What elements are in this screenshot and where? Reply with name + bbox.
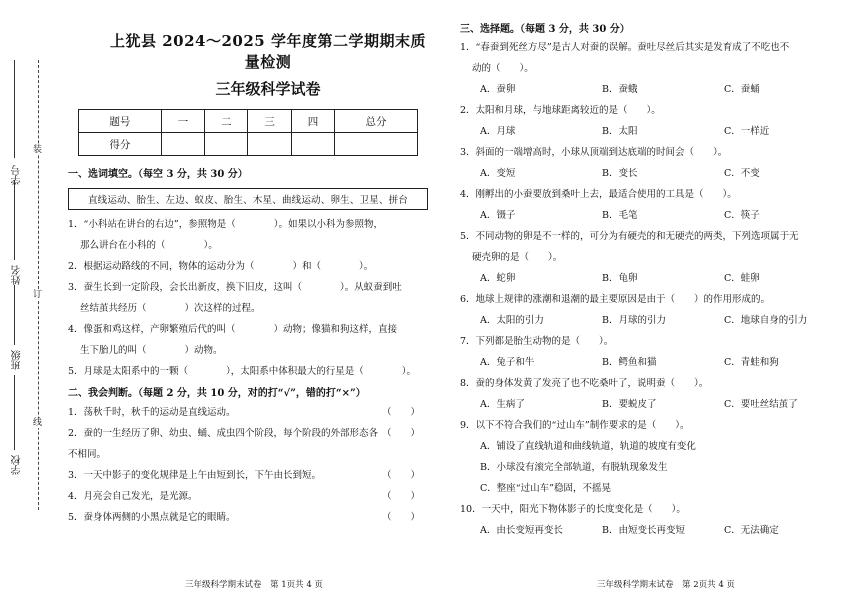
judge-question[interactable] [68, 507, 428, 528]
section2-heading: 二、我会判断。（每题 2 分，共 10 分，对的打“√”，错的打“×”） [68, 388, 366, 399]
answer-paren[interactable]: （ ） [381, 491, 420, 502]
choice-option[interactable]: C．一样近 [724, 126, 770, 137]
question-line: 5．不同动物的卵是不一样的，可分为有硬壳的和无硬壳的两类，下列选项属于无 [460, 231, 799, 242]
word-bank: 直线运动、胎生、左边、蚁皮、胎生、木星、曲线运动、卵生、卫星、拼台 [68, 188, 428, 210]
question-line: 7．下列都是胎生动物的是（ ）。 [460, 336, 614, 347]
class-label: 班级 [12, 350, 23, 370]
answer-paren[interactable]: （ ） [381, 470, 420, 481]
school-line[interactable] [14, 375, 15, 450]
choice-question[interactable] [460, 226, 850, 289]
fill-question[interactable] [68, 361, 428, 382]
page-footer-right: 三年级科学期末试卷 第 2页共 4 页 [597, 580, 735, 590]
question-line: 硬壳卵的是（ ）。 [472, 252, 563, 263]
choice-question[interactable] [460, 499, 850, 541]
section3-questions [460, 37, 850, 541]
student-id-line[interactable] [14, 60, 15, 158]
question-line: 2．太阳和月球，与地球距离较近的是（ ）。 [460, 105, 661, 116]
choice-option[interactable]: A．月球 [480, 126, 516, 137]
choice-option[interactable]: C．整座“过山车”稳固，不摇晃 [480, 483, 611, 494]
choice-option[interactable]: C．不变 [724, 168, 760, 179]
question-line: 动的（ ）。 [472, 63, 534, 74]
score-header-cell: 总分 [335, 110, 418, 133]
judge-question[interactable] [68, 465, 428, 486]
score-input-cell[interactable] [248, 133, 291, 156]
score-input-cell[interactable] [161, 133, 204, 156]
score-row-label: 得分 [79, 133, 162, 156]
exam-title: 上犹县 2024～2025 学年度第二学期期末质量检测 [110, 32, 426, 71]
binding-char: 装 [33, 145, 43, 155]
choice-option[interactable]: C．蚕蛹 [724, 84, 760, 95]
question-text: 5．蚕身体两侧的小黑点就是它的眼睛。 [68, 512, 236, 523]
choice-option[interactable]: C．蛙卵 [724, 273, 760, 284]
choice-option[interactable]: B．太阳 [602, 126, 638, 137]
choice-question[interactable] [460, 415, 850, 499]
question-line: 2．根据运动路线的不同，物体的运动分为（ ）和（ ）。 [68, 261, 374, 272]
name-label: 姓名 [12, 265, 23, 285]
score-header-cell: 一 [161, 110, 204, 133]
question-line: 3．蚕生长到一定阶段，会长出新皮，换下旧皮，这叫（ ）。从蚁蚕到吐 [68, 282, 402, 293]
choice-option[interactable]: A．镊子 [480, 210, 516, 221]
page-right [460, 20, 850, 541]
score-header-cell: 三 [248, 110, 291, 133]
page-left [68, 30, 428, 528]
choice-option[interactable]: B．小球没有滚完全部轨道，有脱轨现象发生 [480, 462, 668, 473]
question-line: 那么讲台在小科的（ ）。 [80, 240, 218, 251]
question-line: 1．“春蚕到死丝方尽”是古人对蚕的误解。蚕吐尽丝后其实是发育成了不吃也不 [460, 42, 790, 53]
binding-char: 订 [33, 290, 43, 300]
question-line: 10．一天中，阳光下物体影子的长度变化是（ ）。 [460, 504, 686, 515]
choice-option[interactable]: A．蛇卵 [480, 273, 516, 284]
fill-question[interactable] [68, 277, 428, 319]
name-line[interactable] [14, 180, 15, 260]
choice-question[interactable] [460, 289, 850, 331]
choice-option[interactable]: C．地球自身的引力 [724, 315, 808, 326]
question-line: 1．“小科站在讲台的右边”，参照物是（ ）。如果以小科为参照物， [68, 219, 384, 230]
choice-option[interactable]: B．月球的引力 [602, 315, 666, 326]
section2-questions [68, 402, 428, 528]
question-line: 4．刚孵出的小蚕要放到桑叶上去，最适合使用的工具是（ ）。 [460, 189, 737, 200]
choice-option[interactable]: B．变长 [602, 168, 638, 179]
choice-option[interactable]: B．龟卵 [602, 273, 638, 284]
binding-strip [0, 0, 62, 609]
question-line: 4．像蛋和鸡这样，产卵繁殖后代的叫（ ）动物；像猫和狗这样，直接 [68, 324, 398, 335]
choice-option[interactable]: B．毛笔 [602, 210, 638, 221]
choice-option[interactable]: A．由长变短再变长 [480, 525, 563, 536]
choice-option[interactable]: A．变短 [480, 168, 516, 179]
score-input-cell[interactable] [335, 133, 418, 156]
choice-question[interactable] [460, 184, 850, 226]
judge-question[interactable] [68, 423, 428, 465]
choice-option[interactable]: A．生病了 [480, 399, 525, 410]
score-input-cell[interactable] [205, 133, 248, 156]
judge-question[interactable] [68, 402, 428, 423]
choice-option[interactable]: C．无法确定 [724, 525, 779, 536]
choice-option[interactable]: C．筷子 [724, 210, 760, 221]
answer-paren[interactable]: （ ） [381, 512, 420, 523]
judge-question[interactable] [68, 486, 428, 507]
question-line: 6．地球上规律的涨潮和退潮的最主要原因是由于（ ）的作用形成的。 [460, 294, 771, 305]
question-line: 8．蚕的身体发黄了发亮了也不吃桑叶了，说明蚕（ ）。 [460, 378, 709, 389]
question-text: 4．月亮会自己发光，是光源。 [68, 491, 198, 502]
choice-question[interactable] [460, 373, 850, 415]
fill-question[interactable] [68, 319, 428, 361]
choice-question[interactable] [460, 331, 850, 373]
question-line: 3．斜面的一端增高时，小球从顶端到达底端的时间会（ ）。 [460, 147, 728, 158]
question-text: 1．荡秋千时，秋千的运动是直线运动。 [68, 407, 236, 418]
choice-option[interactable]: A．兔子和牛 [480, 357, 535, 368]
question-text: 3．一天中影子的变化规律是上午由短到长，下午由长到短。 [68, 470, 322, 481]
choice-option[interactable]: C．青蛙和狗 [724, 357, 779, 368]
choice-option[interactable]: B．蚕蛾 [602, 84, 638, 95]
choice-option[interactable]: A．蚕卵 [480, 84, 516, 95]
page-footer-left: 三年级科学期末试卷 第 1页共 4 页 [185, 580, 323, 590]
choice-option[interactable]: B．由短变长再变短 [602, 525, 685, 536]
score-header-cell: 二 [205, 110, 248, 133]
exam-subtitle: 三年级科学试卷 [215, 80, 321, 98]
score-table [78, 109, 418, 156]
choice-option[interactable]: B．要蜕皮了 [602, 399, 657, 410]
school-label: 学校 [12, 455, 23, 475]
choice-option[interactable]: A．铺设了直线轨道和曲线轨道，轨道的坡度有变化 [480, 441, 696, 452]
class-line[interactable] [14, 285, 15, 345]
choice-question[interactable] [460, 100, 850, 142]
question-line: 丝结茧共经历（ ）次这样的过程。 [80, 303, 261, 314]
section1-questions [68, 214, 428, 382]
choice-option[interactable]: A．太阳的引力 [480, 315, 544, 326]
fill-question[interactable] [68, 214, 428, 256]
answer-paren[interactable]: （ ） [381, 407, 420, 418]
binding-dashed-line [38, 60, 39, 510]
choice-question[interactable] [460, 142, 850, 184]
choice-question[interactable] [460, 37, 850, 100]
fill-question[interactable] [68, 256, 428, 277]
choice-option[interactable]: B．鳄鱼和猫 [602, 357, 657, 368]
score-input-cell[interactable] [291, 133, 334, 156]
section1-heading: 一、选词填空。（每空 3 分，共 30 分） [68, 169, 248, 180]
question-line: 9．以下不符合我们的“过山车”制作要求的是（ ）。 [460, 420, 690, 431]
score-header-cell: 四 [291, 110, 334, 133]
choice-option[interactable]: C．要吐丝结茧了 [724, 399, 798, 410]
score-header-cell: 题号 [79, 110, 162, 133]
question-line: 生下胎儿的叫（ ）动物。 [80, 345, 223, 356]
section3-heading: 三、选择题。（每题 3 分，共 30 分） [460, 24, 630, 35]
question-line: 5．月球是太阳系中的一颗（ ），太阳系中体积最大的行星是（ ）。 [68, 366, 417, 377]
student-id-label: 学号 [12, 165, 23, 185]
question-text: 2．蚕的一生经历了卵、幼虫、蛹、成虫四个阶段，每个阶段的外部形态各不相同。 [68, 428, 379, 460]
binding-char: 线 [33, 418, 43, 428]
answer-paren[interactable]: （ ） [381, 428, 420, 439]
